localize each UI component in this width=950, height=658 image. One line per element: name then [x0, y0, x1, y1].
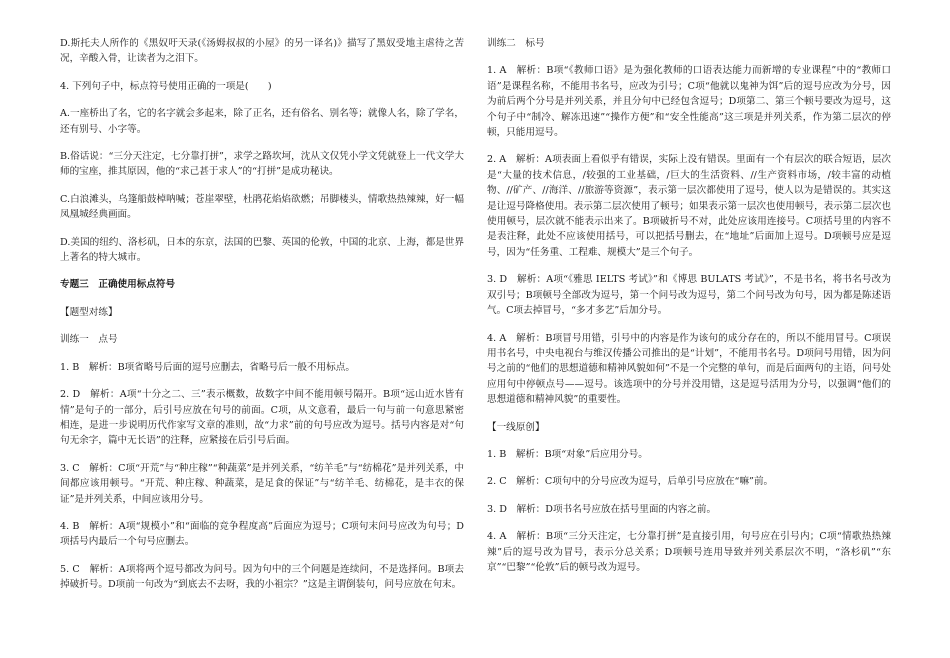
paragraph: 3. D 解析：D项书名号应放在括号里面的内容之前。 — [487, 503, 717, 515]
paragraph: 4. 下列句子中，标点符号使用正确的一项是( ) — [60, 80, 272, 92]
subsection-heading: 【题型对练】 — [60, 306, 118, 318]
paragraph: 2. D 解析：A项“十分之二、三”表示概数，故数字中间不能用顿号隔开。B项“远山近水皆有情”是句子的一部分，后引号应放在句号的前面。C项，从文意看，最后一句与前一句意思紧密相连，是进一步说明历代作家写文章的准则，故“力求”前的句号应改为逗号。括号内容是对“句句无余字，篇中无长语”的注释，应紧接在后引号后面。 — [60, 389, 464, 447]
paragraph: 3. D 解析：A项“《雅思 IELTS 考试》”和《博思 BULATS 考试》”，不是书名，将书名号改为双引号；B项顿号全部改为逗号，第一个问号改为逗号，第二个问号改为句号，因为都是陈述语气。C项去掉冒号，“多才多艺”后加分号。 — [487, 274, 891, 317]
subsection-heading: 训练二 标号 — [487, 38, 545, 49]
paragraph: 1. B 解析：B项省略号后面的逗号应删去，省略号后一般不用标点。 — [60, 361, 355, 373]
right-column — [487, 36, 891, 587]
paragraph: 4. B 解析：A项“规模小”和“面临的竞争程度高”后面应为逗号；C项句末问号应改为句号；D项括号内最后一个句号应删去。 — [60, 520, 464, 548]
paragraph: 2. A 解析：A项表面上看似乎有错误，实际上没有错误。里面有一个有层次的联合短语，层次是“大量的技术信息，/较强的工业基础，/巨大的生活资料、//生产资料市场，/较丰富的动植物、//矿产、//海洋、//旅游等资源”，表示第一层次都使用了逗号，使人以为是错误的。其实这是让逗号降格使用。表示第二层次使用了顿号；如果表示第一层次也使用顿号，表示第二层次也使用顿号，层次就不能表示出来了。B项破折号不对，此处应该用连接号。C项括号里的内容不是表注释，此处不应该使用括号，可以把括号删去，在“地址”后面加上逗号。D项顿号应是逗号，因为“任务重、工程难、规模大”是三个句子。 — [487, 154, 891, 258]
subsection-heading: 训练一 点号 — [60, 334, 118, 346]
paragraph: D.斯托夫人所作的《黑奴吁天录(《汤姆叔叔的小屋》的另一译名)》描写了黑奴受地主虐待之苦况，辛酸入骨，让读者为之泪下。 — [60, 38, 464, 65]
paragraph: 3. C 解析：C项“开荒”与“种庄稼”“种蔬菜”是并列关系，“纺羊毛”与“纺棉花”是并列关系，中间都应该用顿号。“开荒、种庄稼、种蔬菜，是足食的保证”与“纺羊毛、纺棉花，是丰衣的保证”是并列关系，中间应该用分号。 — [60, 462, 464, 505]
subsection-heading: 【一线原创】 — [487, 421, 545, 433]
paragraph: 2. C 解析：C项句中的分号应改为逗号，后单引号应放在“嘛”前。 — [487, 476, 774, 488]
section-heading: 专题三 正确使用标点符号 — [60, 279, 176, 291]
paragraph: A.一座桥出了名，它的名字就会多起来，除了正名，还有俗名、别名等；就像人名，除了学名，还有别号、小字等。 — [60, 108, 464, 135]
paragraph: 4. A 解析：B项冒号用错，引号中的内容是作为该句的成分存在的，所以不能用冒号。C项误用书名号，中央电视台与维汉传播公司推出的是“计划”，不能用书名号。D项问号用错，因为问号之前的“他们的思想道德和精神风貌如何”不是一个完整的单句，而是后面两句的主语，问号处应用句中停顿点号——逗号。该选项中的分号并没用错，这是逗号活用为分号，以强调“他们的思想道德和精神风貌”的重要性。 — [487, 332, 891, 406]
paragraph: C.白浪滩头，乌篷船鼓棹呐喊；苍崖翠壁，杜鹃花焰焰欲燃；吊脚楼头，情歌热热辣辣，好一幅凤凰城经典画面。 — [60, 193, 464, 221]
left-column — [60, 36, 464, 605]
paragraph: 1. A 解析：B项“《教师口语》是为强化教师的口语表达能力而新增的专业课程”中的“教师口语”是课程名称，不能用书名号，应改为引号；C项“他就以鬼神为饵”后的逗号应改为分号，因为前后两个分号是并列关系，并且分句中已经包含逗号；D项第二、第三个顿号要改为逗号，这个句子中“制冷、解冻迅速”“操作方便”和“安全性能高”这三项是并列关系，作为第二层次的停顿，只能用逗号。 — [487, 65, 891, 139]
paragraph: 4. A 解析：B项“三分天注定，七分靠打拼”是直接引用，句号应在引号内；C项“情歌热热辣辣”后的逗号改为冒号，表示分总关系；D项顿号连用导致并列关系层次不明，“洛杉矶”“东京”“巴黎”“伦敦”后的顿号改为逗号。 — [487, 531, 891, 573]
paragraph: 1. B 解析：B项“对象”后应用分号。 — [487, 448, 648, 460]
paragraph: D.美国的纽约、洛杉矶，日本的东京，法国的巴黎、英国的伦敦，中国的北京、上海，都是世界上著名的特大城市。 — [60, 236, 464, 264]
paragraph: 5. C 解析：A项将两个逗号都改为问号。因为句中的三个问题是连续问，不是选择问。B项去掉破折号。D项前一句改为“到底去不去呀，我的小祖宗？”这是主谓倒装句，问号应放在句末。 — [60, 563, 464, 591]
paragraph: B.俗话说：“三分天注定，七分靠打拼”，求学之路坎坷，沈从文仅凭小学文凭就登上一代文学大师的宝座，推其原因，他的“求己甚于求人”的“打拼”是成功秘诀。 — [60, 151, 464, 178]
